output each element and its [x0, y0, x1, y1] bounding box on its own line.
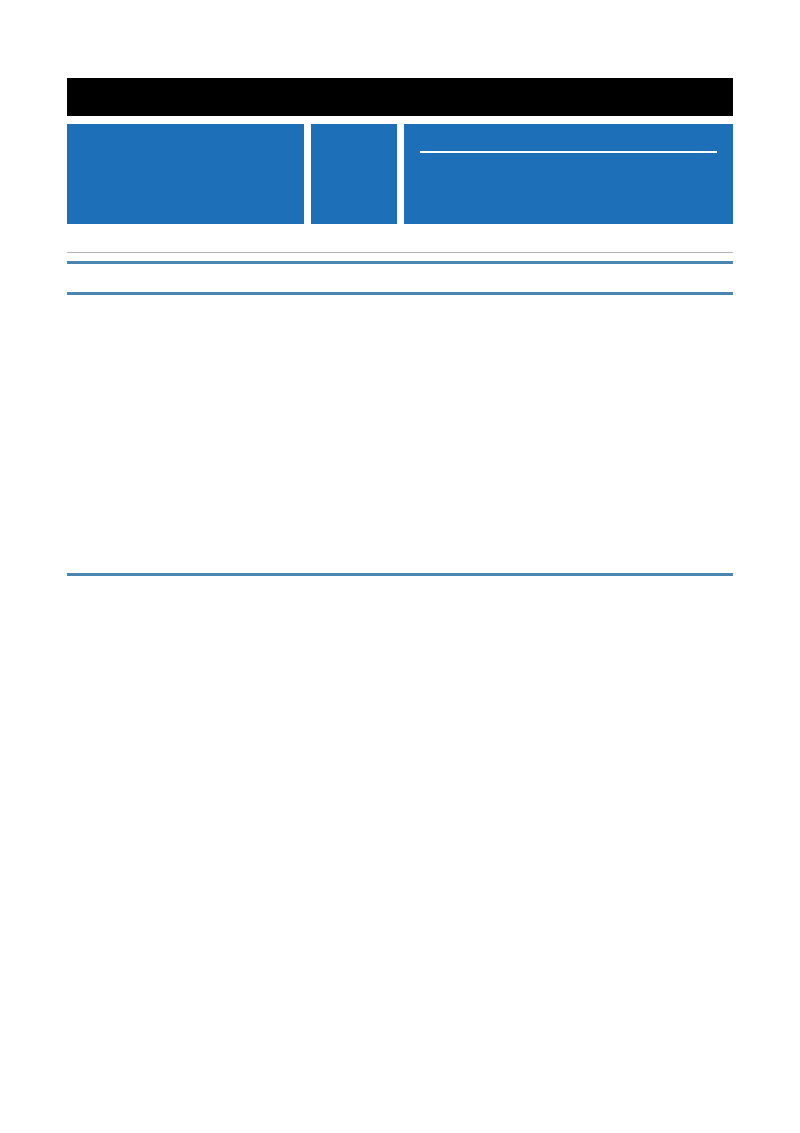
section-divider — [67, 573, 733, 576]
validity-box — [404, 124, 733, 224]
validity-divider — [420, 151, 717, 153]
certificate-content — [67, 78, 733, 576]
rating-left-column — [67, 295, 430, 539]
section-divider — [67, 261, 733, 264]
browser-print-header — [0, 18, 800, 32]
property-details-table — [67, 252, 733, 253]
energy-rating-box — [311, 124, 397, 224]
energy-rating-chart — [67, 326, 487, 539]
certificate-banner — [67, 78, 733, 116]
property-address-box — [67, 124, 304, 224]
summary-boxes — [67, 124, 733, 224]
rating-section — [67, 295, 733, 539]
